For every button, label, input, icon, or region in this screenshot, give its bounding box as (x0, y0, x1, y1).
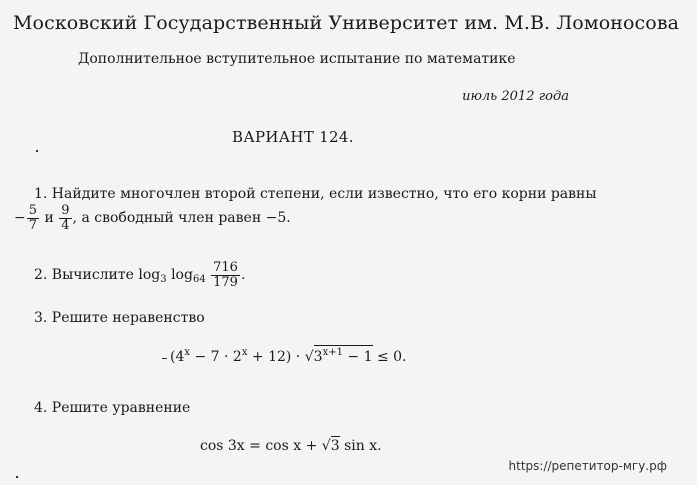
fraction-denominator: 179 (213, 274, 238, 290)
minus-sign: − (14, 210, 26, 227)
exponent: x (241, 347, 248, 358)
problem-2-end: . (240, 267, 246, 284)
fraction-716-179 (211, 261, 240, 289)
problem-4-text: 4. Решите уравнение (34, 400, 191, 416)
equation-part: cos 3x = cos x + (200, 438, 322, 454)
university-heading: Московский Государственный Университет им. М.В. Ломоносова (13, 12, 680, 34)
exam-date: июль 2012 года (462, 89, 569, 104)
exponent: x+1 (322, 347, 343, 358)
variant-title: ВАРИАНТ 124. (232, 128, 354, 146)
fraction-denominator: 4 (61, 217, 70, 233)
fraction-denominator: 7 (28, 217, 38, 233)
fraction-5-7 (27, 204, 39, 232)
problem-4-equation (200, 436, 382, 454)
site-url[interactable]: https://репетитор-мгу.рф (508, 459, 667, 473)
problem-2-prefix: 2. Вычислите log (34, 267, 161, 284)
square-root: √3 (321, 438, 340, 454)
radicand-rest: − 1 (342, 349, 373, 365)
exam-title: Дополнительное вступительное испытание по математике (78, 51, 516, 67)
ineq-part: (4 (170, 349, 185, 365)
ineq-part: + 12) · (247, 349, 305, 365)
problem-1-line-2 (14, 204, 291, 232)
fraction-numerator: 9 (61, 203, 70, 218)
inequality-rhs: ≤ 0. (372, 349, 407, 365)
scan-speck (162, 358, 167, 359)
radicand (314, 345, 373, 365)
radicand: 3 (330, 438, 340, 454)
problem-1-rest: , а свободный член равен −5. (72, 210, 291, 227)
problem-1-line-1: 1. Найдите многочлен второй степени, если известно, что его корни равны (34, 186, 597, 202)
equation-part: sin x. (339, 438, 382, 454)
fraction-numerator: 716 (213, 260, 238, 275)
radicand-base: 3 (313, 349, 323, 365)
scan-speck (36, 150, 38, 152)
problem-3-text: 3. Решите неравенство (34, 310, 205, 326)
log-2: log (166, 267, 193, 284)
ineq-part: − 7 · 2 (190, 349, 242, 365)
exponent: x (184, 347, 191, 358)
square-root: $√3^{x+1} - 1$ (304, 347, 373, 365)
fraction-9-4 (59, 204, 71, 232)
log-base-1: 3 (160, 274, 167, 286)
conjunction: и (44, 210, 54, 227)
problem-3-inequality (170, 345, 407, 365)
fraction-numerator: 5 (28, 203, 38, 218)
problem-2 (34, 261, 245, 289)
scan-speck (16, 476, 18, 478)
log-base-2: 64 (192, 274, 206, 286)
